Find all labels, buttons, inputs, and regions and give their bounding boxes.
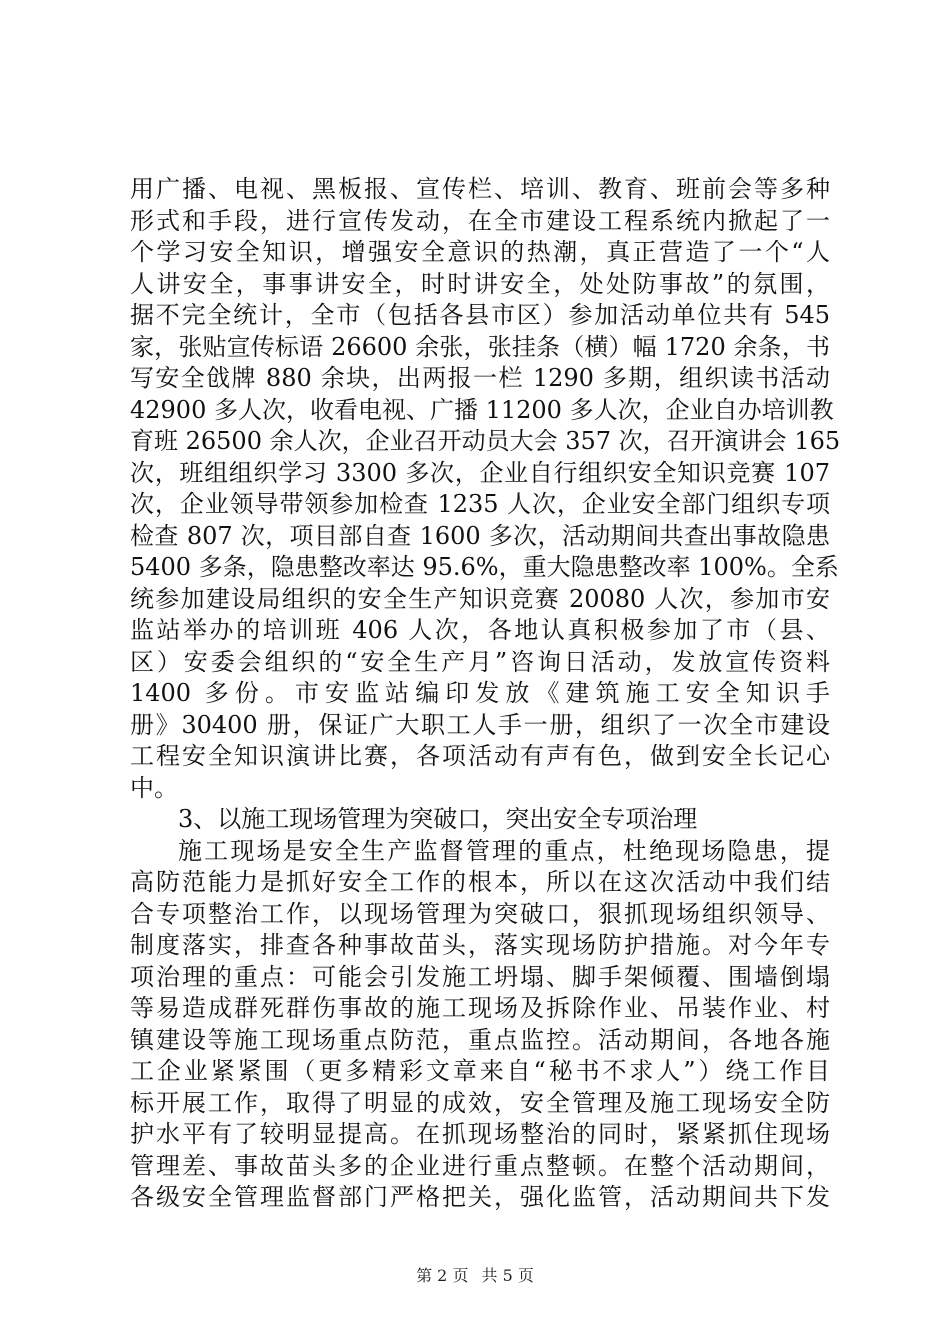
- text-line: 1400 多份。市安监站编印发放《建筑施工安全知识手: [130, 679, 830, 707]
- text-line: 护水平有了较明显提高。在抓现场整治的同时，紧紧抓住现场: [130, 1120, 830, 1148]
- text-line: 等易造成群死群伤事故的施工现场及拆除作业、吊装作业、村: [130, 994, 830, 1022]
- text-line: 育班 26500 余人次，企业召开动员大会 357 次，召开演讲会 165: [130, 427, 841, 455]
- text-line: 工程安全知识演讲比赛，各项活动有声有色，做到安全长记心: [130, 742, 830, 770]
- text-line: 镇建设等施工现场重点防范，重点监控。活动期间，各地各施: [130, 1025, 830, 1054]
- text-line: 写安全戗牌 880 余块，出两报一栏 1290 多期，组织读书活动: [130, 364, 830, 392]
- text-line: 工企业紧紧围（更多精彩文章来自“秘书不求人”）绕工作目: [130, 1057, 830, 1085]
- page-footer: [0, 1266, 950, 1286]
- text-line: 各级安全管理监督部门严格把关，强化监管，活动期间共下发: [130, 1183, 830, 1211]
- text-line: 管理差、事故苗头多的企业进行重点整顿。在整个活动期间，: [130, 1151, 830, 1180]
- text-line: 标开展工作，取得了明显的成效，安全管理及施工现场安全防: [130, 1088, 830, 1117]
- text-line: 家，张贴宣传标语 26600 余张，张挂条（横）幅 1720 余条，书: [130, 332, 830, 361]
- text-line: 次，班组组织学习 3300 多次，企业自行组织安全知识竞赛 107: [130, 458, 830, 487]
- paragraph-first-line: 施工现场是安全生产监督管理的重点，杜绝现场隐患，提: [178, 836, 830, 865]
- text-line: 据不完全统计，全市（包括各县市区）参加活动单位共有 545: [130, 301, 830, 329]
- text-line: 合专项整治工作，以现场管理为突破口，狠抓现场组织领导、: [130, 899, 830, 928]
- text-line: 册》30400 册，保证广大职工人手一册，组织了一次全市建设: [130, 710, 830, 739]
- text-line: 制度落实，排查各种事故苗头，落实现场防护措施。对今年专: [130, 931, 830, 959]
- text-line: 统参加建设局组织的安全生产知识竞赛 20080 人次，参加市安: [130, 584, 830, 613]
- text-line: 监站举办的培训班 406 人次，各地认真积极参加了市（县、: [130, 616, 830, 644]
- text-line: 5400 多条，隐患整改率达 95.6%，重大隐患整改率 100%。全系: [130, 553, 839, 581]
- text-line: 检查 807 次，项目部自查 1600 多次，活动期间共查出事故隐患: [130, 521, 830, 550]
- page-total: 共 5 页: [481, 1266, 534, 1285]
- section-heading: 3、以施工现场管理为突破口，突出安全专项治理: [178, 805, 698, 833]
- text-line: 用广播、电视、黑板报、宣传栏、培训、教育、班前会等多种: [130, 175, 830, 203]
- page-number: 第 2 页: [416, 1266, 469, 1285]
- text-line: 区）安委会组织的“安全生产月”咨询日活动，发放宣传资料: [130, 647, 830, 676]
- text-line: 次，企业领导带领参加检查 1235 人次，企业安全部门组织专项: [130, 490, 830, 518]
- text-line: 形式和手段，进行宣传发动，在全市建设工程系统内掀起了一: [130, 206, 830, 235]
- document-body: [130, 174, 841, 1214]
- text-line: 高防范能力是抓好安全工作的根本，所以在这次活动中我们结: [130, 868, 830, 896]
- text-line: 个学习安全知识，增强安全意识的热潮，真正营造了一个“人: [130, 238, 830, 266]
- text-line: 42900 多人次，收看电视、广播 11200 多人次，企业自办培训教: [130, 395, 834, 424]
- text-line: 中。: [130, 773, 178, 802]
- text-line: 人讲安全，事事讲安全，时时讲安全，处处防事故”的氛围，: [130, 269, 830, 298]
- text-line: 项治理的重点：可能会引发施工坍塌、脚手架倾覆、围墙倒塌: [130, 962, 830, 991]
